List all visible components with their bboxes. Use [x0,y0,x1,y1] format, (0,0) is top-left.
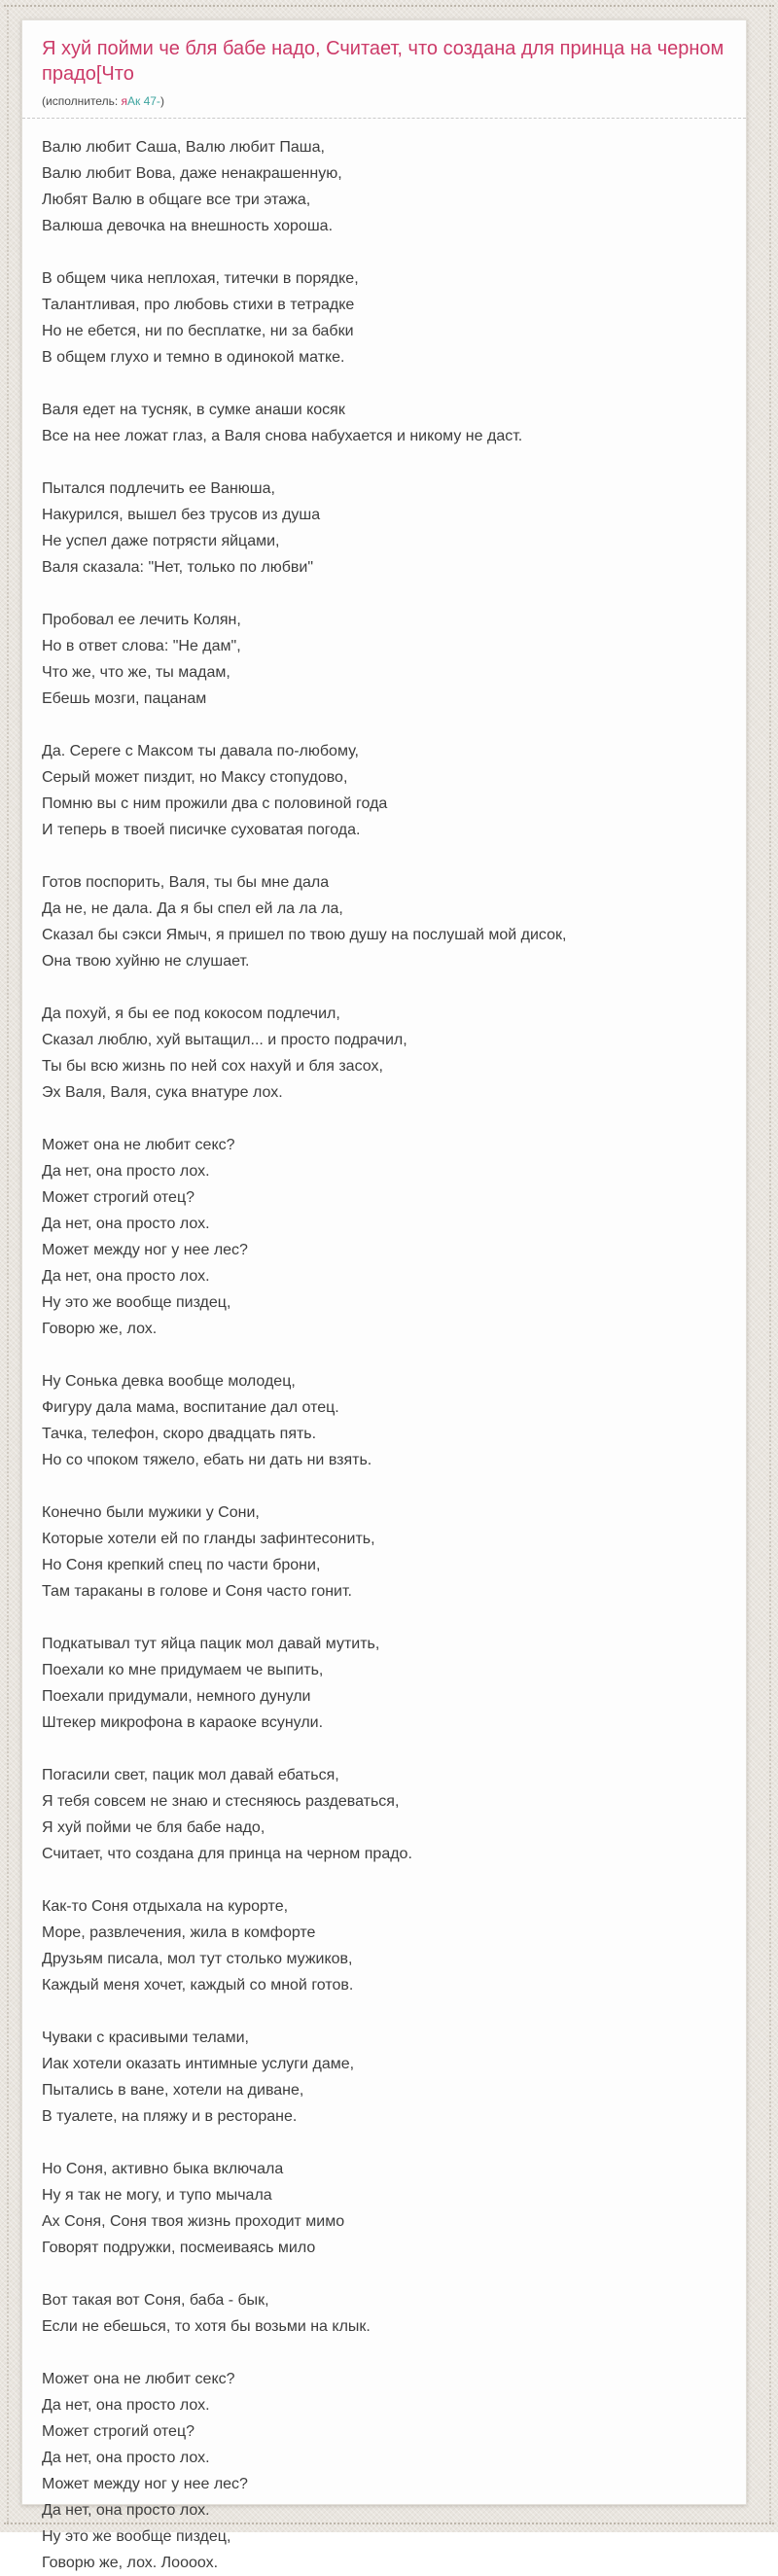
lyrics-stanza: Погасили свет, пацик мол давай ебаться, Я тебя совсем не знаю и стесняюсь раздеваться, Я хуй пойми че бля бабе надо, Считает, что создана для принца на черном прадо. [42,1767,412,1862]
artist-link[interactable]: Ак 47- [127,94,160,108]
lyrics-stanza: Пытался подлечить ее Ванюша, Накурился, вышел без трусов из душа Не успел даже потрясти яйцами, Валя сказала: "Нет, только по любви" [42,480,321,576]
lyrics-stanza: Может она не любит секс? Да нет, она просто лох. Может строгий отец? Да нет, она просто лох. Может между ног у нее лес? Да нет, она просто лох. Ну это же вообще пиздец, Говорю же, лох. [42,1137,248,1337]
artist-label-close: ) [159,94,164,108]
lyrics-stanza: Ну Сонька девка вообще молодец, Фигуру дала мама, воспитание дал отец. Тачка, телефон, скоро двадцать пять. Но со чпоком тяжело, ебать ни дать ни взять. [42,1373,372,1468]
song-title: Я хуй пойми че бля бабе надо, Считает, что создана для принца на черном прадо[Что [42,38,725,85]
stitch-line-top [4,5,774,7]
stitch-line-bottom [4,2523,774,2524]
lyrics-stanza: Да. Сереге с Максом ты давала по-любому, Серый может пиздит, но Максу стопудово, Помню вы с ним прожили два с половиной года И теперь в твоей писичке суховатая погода. [42,743,388,838]
lyrics-stanza: Готов поспорить, Валя, ты бы мне дала Да не, не дала. Да я бы спел ей ла ла ла, Сказал бы сэкси Ямыч, я пришел по твою душу на послушай мой дисок, Она твою хуйню не слушает. [42,874,567,970]
artist-mark: я [121,94,127,108]
lyrics-stanza: Чуваки с красивыми телами, Иак хотели оказать интимные услуги даме, Пытались в ване, хотели на диване, В туалете, на пляжу и в ресторане. [42,2029,355,2125]
artist-line [42,93,726,109]
lyrics-stanza: Валю любит Саша, Валю любит Паша, Валю любит Вова, даже ненакрашенную, Любят Валю в общаге все три этажа, Валюша девочка на внешность хороша. [42,139,342,234]
lyrics-card [21,19,747,2571]
stitch-line-left [7,10,9,2523]
lyrics-stanza: Как-то Соня отдыхала на курорте, Море, развлечения, жила в комфорте Друзьям писала, мол тут столько мужиков, Каждый меня хочет, каждый со мной готов. [42,1898,354,1994]
lyrics-stanza: Да похуй, я бы ее под кокосом подлечил, Сказал люблю, хуй вытащил... и просто подрачил, Ты бы всю жизнь по ней сох нахуй и бля засох, Эх Валя, Валя, сука внатуре лох. [42,1006,407,1101]
lyrics-stanza: Подкатывал тут яйца пацик мол давай мутить, Поехали ко мне придумаем че выпить, Поехали придумали, немного дунули Штекер микрофона в караоке всунули. [42,1636,380,1731]
artist-label: (исполнитель: [42,94,122,108]
lyrics-stanza: В общем чика неплохая, титечки в порядке, Талантливая, про любовь стихи в тетрадке Но не ебется, ни по бесплатке, ни за бабки В общем глухо и темно в одинокой матке. [42,270,359,366]
stitch-line-right [769,10,771,2523]
lyrics-stanza: Валя едет на тусняк, в сумке анаши косяк Все на нее ложат глаз, а Валя снова набухается и никому не даст. [42,402,523,444]
lyrics-stanza: Может она не любит секс? Да нет, она просто лох. Может строгий отец? Да нет, она просто лох. Может между ног у нее лес? Да нет, она просто лох. Ну это же вообще пиздец, Говорю же, лох. Лоооох. [42,2371,248,2571]
lyrics-stanza: Но Соня, активно быка включала Ну я так не могу, и тупо мычала Ах Соня, Соня твоя жизнь проходит мимо Говорят подружки, посмеиваясь мило [42,2161,345,2256]
lyrics-stanza: Пробовал ее лечить Колян, Но в ответ слова: "Не дам", Что же, что же, ты мадам, Ебешь мозги, пацанам [42,612,241,707]
lyrics-stanza: Вот такая вот Соня, баба - бык, Если не ебешься, то хотя бы возьми на клык. [42,2292,371,2335]
dashed-separator [22,118,746,119]
lyrics [42,134,726,2576]
lyrics-stanza: Конечно были мужики у Сони, Которые хотели ей по гланды зафинтесонить, Но Соня крепкий спец по части брони, Там тараканы в голове и Соня часто гонит. [42,1504,375,1600]
